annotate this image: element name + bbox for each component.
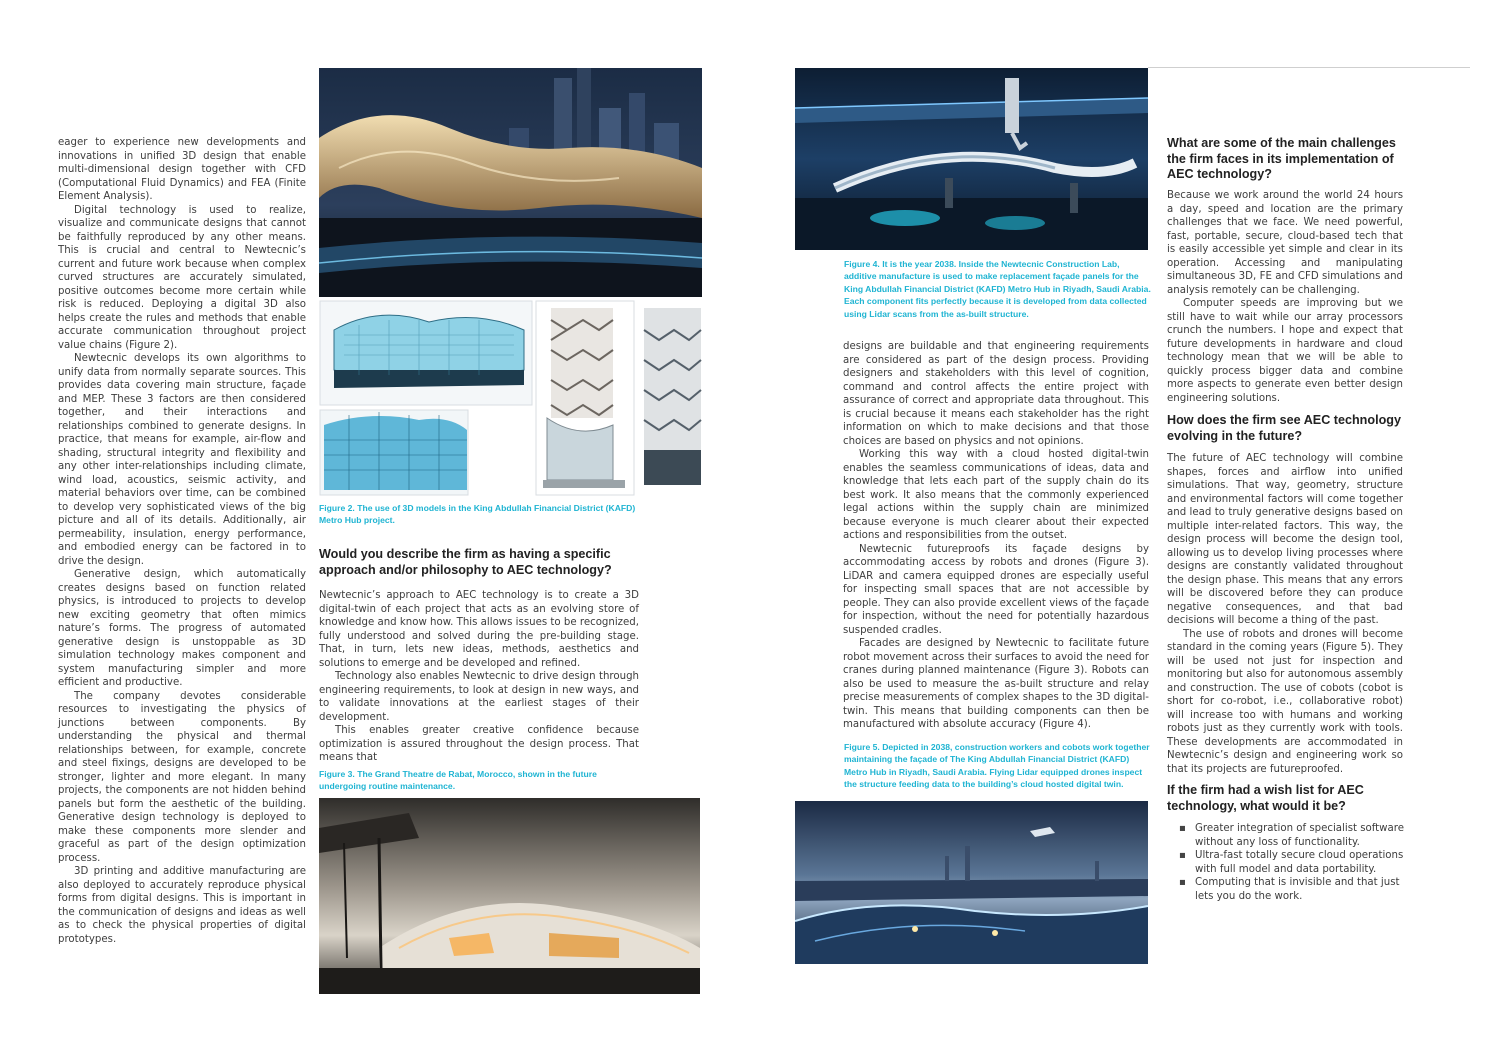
list-item: ▪ Computing that is invisible and that just lets you do the work. [1167,876,1405,903]
facade-models-image [319,300,702,496]
figure-4-caption: Figure 4. It is the year 2038. Inside the Newtecnic Construction Lab, additive manufacture is used to make replacement façade panels for the King Abdullah Financial District (KAFD) Metro Hub in Riyadh, Saudi Arabia. Each component fits perfectly because it is developed from data collected using Lidar scans from the as-built structure. [844,259,1151,319]
grand-theatre-photo [319,798,700,994]
question-1-answer [319,589,639,765]
paragraph: Working this way with a cloud hosted digital-twin enables the seamless communications of ideas, data and knowledge that lets each part of the supply chain do its best work. It also means that the commonly experienced legal actions within the supply chain are minimized because everyone is much clearer about their expected actions and responsibilities from the outset. [843,449,1149,541]
3d-facade-models-icon [319,300,702,496]
middle-right-column-text [843,340,1149,732]
list-item: ▪ Greater integration of specialist software without any loss of functionality. [1167,822,1405,849]
question-4-heading: If the firm had a wish list for AEC technology, what would it be? [1167,783,1364,813]
paragraph: designs are buildable and that engineering requirements are considered as part of the design process. Providing designers and stakeholders with this level of cognition, command and control affects the entire project with assurance of correct and appropriate data throughout. This is crucial because it means each stakeholder has the right information on which to make decisions and that those choices are based on physics and not opinions. [843,341,1149,447]
drone-city-render-icon [795,801,1148,964]
paragraph: The future of AEC technology will combine shapes, forces and airflow into unified simulations. That way, geometry, structure and environmental factors will come together and lead to truly generative designs based on multiple inter-related factors. This way, the design process will become the design tool, allowing us to develop living processes where designs are constantly validated throughout the design phase. This means that any errors will be discovered before they can produce negative consequences, and that bad decisions will become a thing of the past. [1167,453,1403,626]
top-divider [1148,67,1470,68]
paragraph: This enables greater creative confidence because optimization is assured throughout the design process. That means that [319,725,639,763]
figure-3-caption: Figure 3. The Grand Theatre de Rabat, Morocco, shown in the future undergoing routine maintenance. [319,769,597,792]
paragraph: The company devotes considerable resources to investigating the physics of junctions between components. By understanding the physical and thermal relationships between, for example, concrete and steel fixings, designs are developed to be stronger, lighter and more elegant. In many projects, the components are not hidden behind panels but form the aesthetic of the building. Generative design technology is deployed to make these components more slender and graceful as part of the design optimization process. [58,690,306,864]
paragraph: Newtecnic develops its own algorithms to unify data from normally separate sources. This provides data covering main structure, façade and MEP. These 3 factors are then considered together, and their interactions and relationships combined to generate designs. In practice, that means for example, air-flow and shading, structural integrity and flexibility and any other inter-relationships including climate, wind load, acoustics, seismic activity, and material behaviors over time, can be combined to develop very sophisticated views of the big picture and all of its details. Additionally, air permeability, insulation, energy performance, and embodied energy can be factored in to drive the design. [58,353,306,567]
paragraph: Because we work around the world 24 hours a day, speed and location are the primary challenges that we face. We need powerful, fast, portable, secure, cloud-based tech that is easily accessible yet simple and clear in its operation. Accessing and manipulating simultaneous 3D, FE and CFD simulations and analysis remotely can be challenging. [1167,190,1403,296]
paragraph: Facades are designed by Newtecnic to facilitate future robot movement across their surfaces to avoid the need for cranes during planned maintenance (Figure 3). Robots can also be used to measure the as-built structure and relay precise measurements of complex shapes to the 3D digital-twin. This means that building components can then be manufactured with absolute accuracy (Figure 4). [843,638,1149,730]
list-item: ▪ Ultra-fast totally secure cloud operations with full model and data portability. [1167,849,1405,876]
theatre-render-icon [319,798,700,994]
question-1-heading: Would you describe the firm as having a specific approach and/or philosophy to AEC technology? [319,547,612,577]
paragraph: Technology also enables Newtecnic to drive design through engineering requirements, to look at design in new ways, and to validate innovations at the earliest stages of their development. [319,671,639,723]
question-3-heading: How does the firm see AEC technology evolving in the future? [1167,413,1401,443]
wish-list [1167,822,1405,903]
paragraph: Newtecnic’s approach to AEC technology is to create a 3D digital-twin of each project that acts as an evolving store of knowledge and know how. This allows issues to be recognized, fully understood and solved during the pre-building stage. That, in turn, lets new ideas, methods, aesthetics and solutions to emerge and be developed and refined. [319,590,639,669]
night-metro-station-render-icon [319,68,702,297]
figure-5-caption: Figure 5. Depicted in 2038, construction workers and cobots work together maintaining the façade of The King Abdullah Financial District (KAFD) Metro Hub in Riyadh, Saudi Arabia. Flying Lidar equipped drones inspect the structure feeding data to the building’s cloud hosted digital twin. [844,742,1150,790]
figure-2-caption: Figure 2. The use of 3D models in the King Abdullah Financial District (KAFD) Metro Hub project. [319,503,636,526]
question-2-answer [1167,189,1403,405]
paragraph: The use of robots and drones will become standard in the coming years (Figure 5). They will be used not just for inspection and monitoring but also for autonomous assembly and construction. The use of cobots (cobot is short for co-robot, i.e., collaborative robot) will increase too with humans and working robots just as they currently work with tools. These developments are accommodated in Newtecnic’s design and engineering work so that its projects are futureproofed. [1167,628,1403,775]
paragraph: 3D printing and additive manufacturing are also deployed to accurately reproduce physical forms from digital designs. This is important in the communication of designs and ideas as well as to check the physical properties of digital prototypes. [58,866,306,945]
paragraph: Generative design, which automatically creates designs based on function related physics, is introduced to projects to develop new exciting geometry that often mimics nature’s forms. The progress of automated generative design is unstoppable as 3D simulation technology makes component and system manufacturing simpler and more efficient and productive. [58,569,306,688]
paragraph: Newtecnic futureproofs its façade designs by accommodating access by robots and drones (Figure 3). LiDAR and camera equipped drones are especially useful for inspecting small spaces that are not accessible by people. They can also provide excellent views of the façade for inspection, without the need for potentially hazardous suspended cradles. [843,543,1149,636]
question-3-answer [1167,452,1403,776]
paragraph: Digital technology is used to realize, visualize and communicate designs that cannot be faithfully reproduced by any other means. This is crucial and central to Newtecnic’s current and future work because when complex curved structures are accurately simulated, positive outcomes become more certain while risk is reduced. Deploying a digital 3D also helps create the rules and methods that enable accurate communication throughout project value chains (Figure 2). [58,204,306,351]
drone-city-photo [795,801,1148,964]
construction-lab-render-icon [795,68,1148,250]
paragraph: eager to experience new developments and innovations in unified 3D design that enable multi-dimensional design together with CFD (Computational Fluid Dynamics) and FEA (Finite Element Analysis). [58,137,306,202]
paragraph: Computer speeds are improving but we still have to wait while our array processors crunch the numbers. I hope and expect that future developments in hardware and cloud technology mean that we will be able to quickly process bigger data and combine more aspects to generate even better design engineering solutions. [1167,298,1403,404]
question-2-heading: What are some of the main challenges the firm faces in its implementation of AEC technology? [1167,136,1396,181]
metro-station-photo [319,68,702,297]
construction-lab-photo [795,68,1148,250]
left-column-text [58,136,306,946]
